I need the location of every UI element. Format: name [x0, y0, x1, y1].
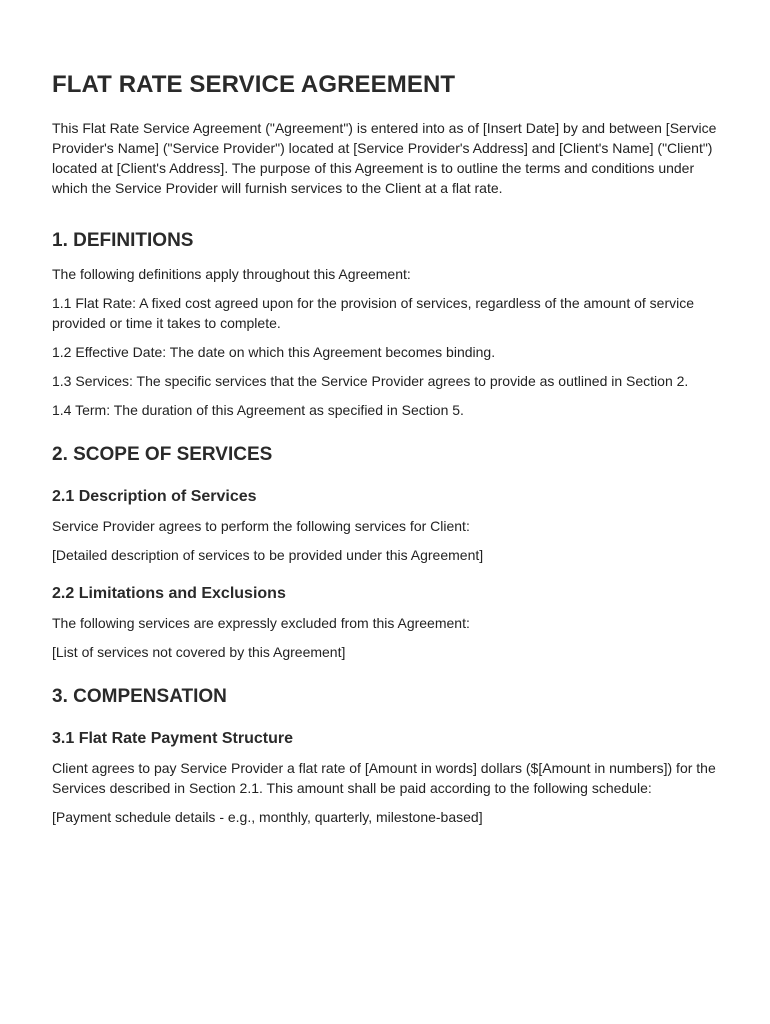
payment-heading: 3.1 Flat Rate Payment Structure [52, 730, 293, 747]
definition-item: 1.4 Term: The duration of this Agreement as specified in Section 5. [52, 402, 464, 418]
limitations-placeholder: [List of services not covered by this Agreement] [52, 644, 346, 660]
scope-heading: 2. SCOPE OF SERVICES [52, 444, 273, 465]
definition-item: 1.2 Effective Date: The date on which this Agreement becomes binding. [52, 344, 496, 360]
definitions-lead: The following definitions apply throughout this Agreement: [52, 266, 411, 282]
payment-placeholder: [Payment schedule details - e.g., monthly, quarterly, milestone-based] [52, 809, 483, 825]
definition-item: 1.1 Flat Rate: A fixed cost agreed upon for the provision of services, regardless of the amount of service provided or time it takes to complete. [52, 295, 695, 331]
limitations-lead: The following services are expressly excluded from this Agreement: [52, 615, 470, 631]
description-placeholder: [Detailed description of services to be provided under this Agreement] [52, 547, 484, 563]
payment-text: Client agrees to pay Service Provider a flat rate of [Amount in words] dollars ($[Amount in numbers]) for the Services described in Section 2.1. This amount shall be paid according to the following schedule: [52, 760, 716, 796]
compensation-heading: 3. COMPENSATION [52, 686, 227, 707]
limitations-heading: 2.2 Limitations and Exclusions [52, 585, 286, 602]
definitions-heading: 1. DEFINITIONS [52, 230, 194, 251]
description-heading: 2.1 Description of Services [52, 488, 257, 505]
intro-paragraph: This Flat Rate Service Agreement ("Agreement") is entered into as of [Insert Date] by and between [Service Provider's Name] ("Service Provider") located at [Service Provider's Address] and [Client's Name] ("Client") located at [Client's Address]. The purpose of this Agreement is to outline the terms and conditions under which the Service Provider will furnish services to the Client at a flat rate. [52, 120, 717, 196]
description-lead: Service Provider agrees to perform the following services for Client: [52, 518, 470, 534]
document-title: FLAT RATE SERVICE AGREEMENT [52, 71, 456, 98]
definition-item: 1.3 Services: The specific services that the Service Provider agrees to provide as outlined in Section 2. [52, 373, 689, 389]
